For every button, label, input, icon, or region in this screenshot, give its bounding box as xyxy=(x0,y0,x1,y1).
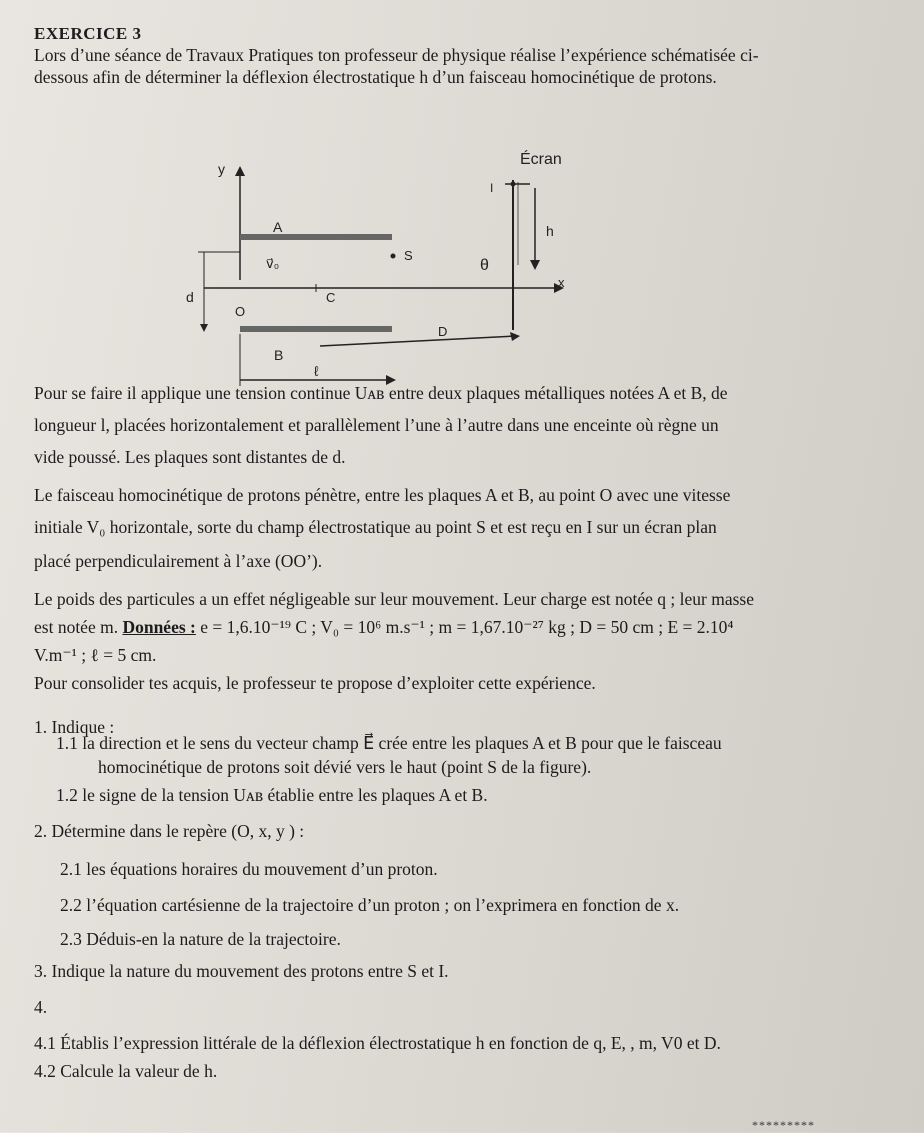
question-1: 1. Indique : xyxy=(34,717,115,737)
donnees-values: e = 1,6.10⁻¹⁹ C ; V₀ = 10⁶ m.s⁻¹ ; m = 1,67.10⁻²⁷ kg ; D = 50 cm ; E = 2.10⁴ xyxy=(195,617,734,637)
question-1-1: 1.1 la direction et le sens du vecteur champ E⃗ crée entre les plaques A et B pour que le faisceau xyxy=(56,733,722,753)
intro-line-1: Lors d’une séance de Travaux Pratiques ton professeur de physique réalise l’expérience schématisée ci- xyxy=(34,45,759,65)
para2-line-2: initiale V₀ horizontale, sorte du champ électrostatique au point S et est reçu en I sur un écran plan xyxy=(34,517,717,537)
para1-line-2: longueur l, placées horizontalement et parallèlement l’une à l’autre dans une enceinte où règne un xyxy=(34,415,719,435)
plate-A xyxy=(240,234,392,240)
plate-B xyxy=(240,326,392,332)
question-2-1: 2.1 les équations horaires du mouvement d’un proton. xyxy=(60,859,438,879)
y-axis-arrow xyxy=(235,166,245,176)
donnees-label: Données : xyxy=(122,617,196,637)
question-2-3: 2.3 Déduis-en la nature de la trajectoire. xyxy=(60,929,341,949)
question-2: 2. Détermine dans le repère (O, x, y ) : xyxy=(34,821,305,841)
footer-stars: ********* xyxy=(752,1118,815,1132)
question-4-1: 4.1 Établis l’expression littérale de la déflexion électrostatique h en fonction de q, E, , m, V0 et D. xyxy=(34,1033,721,1053)
h-label: h xyxy=(546,223,554,239)
para3-line-2-start: est notée m. xyxy=(34,617,123,637)
D-arrow xyxy=(320,336,516,346)
D-arrow-head xyxy=(510,332,520,341)
question-4-2: 4.2 Calcule la valeur de h. xyxy=(34,1061,218,1081)
experiment-diagram xyxy=(180,140,600,400)
d-label: d xyxy=(186,289,194,305)
S-point xyxy=(391,254,396,259)
question-1-1-cont: homocinétique de protons soit dévié vers le haut (point S de la figure). xyxy=(98,757,592,777)
h-arrow-head xyxy=(530,260,540,270)
question-1-2: 1.2 le signe de la tension Uᴀʙ établie entre les plaques A et B. xyxy=(56,785,488,805)
para3-line-2 xyxy=(34,616,734,638)
para1-line-1: Pour se faire il applique une tension continue Uᴀʙ entre deux plaques métalliques notées A et B, de xyxy=(34,383,728,403)
screen-label: Écran xyxy=(520,151,562,168)
O-label: O xyxy=(235,304,246,319)
C-label: C xyxy=(326,290,336,305)
consolidation-line: Pour consolider tes acquis, le professeur te propose d’exploiter cette expérience. xyxy=(34,673,596,693)
plate-B-label: B xyxy=(274,347,284,363)
I-point xyxy=(511,182,516,187)
para3-line-3: V.m⁻¹ ; ℓ = 5 cm. xyxy=(34,645,157,665)
question-2-2: 2.2 l’équation cartésienne de la trajectoire d’un proton ; on l’exprimera en fonction de x. xyxy=(60,895,680,915)
para1-line-3: vide poussé. Les plaques sont distantes de d. xyxy=(34,447,346,467)
para3-line-1: Le poids des particules a un effet négligeable sur leur mouvement. Leur charge est notée q ; leur masse xyxy=(34,589,755,609)
I-label: I xyxy=(490,181,494,195)
S-label: S xyxy=(404,248,413,263)
para2-line-3: placé perpendiculairement à l’axe (OO’). xyxy=(34,551,323,571)
intro-line-2: dessous afin de déterminer la déflexion électrostatique h d’un faisceau homocinétique de protons. xyxy=(34,67,717,87)
y-label: y xyxy=(218,161,225,177)
exercise-title: EXERCICE 3 xyxy=(34,24,142,43)
question-4: 4. xyxy=(34,997,48,1017)
D-label: D xyxy=(438,324,448,339)
v0-label: v⃗₀ xyxy=(266,256,280,271)
d-arrow-head xyxy=(200,324,208,332)
plate-A-label: A xyxy=(273,219,283,235)
para2-line-1: Le faisceau homocinétique de protons pénètre, entre les plaques A et B, au point O avec une vitesse xyxy=(34,485,731,505)
question-3: 3. Indique la nature du mouvement des protons entre S et I. xyxy=(34,961,449,981)
l-label: ℓ xyxy=(314,363,319,379)
theta-label: θ xyxy=(480,257,489,274)
x-label: x xyxy=(558,275,565,290)
